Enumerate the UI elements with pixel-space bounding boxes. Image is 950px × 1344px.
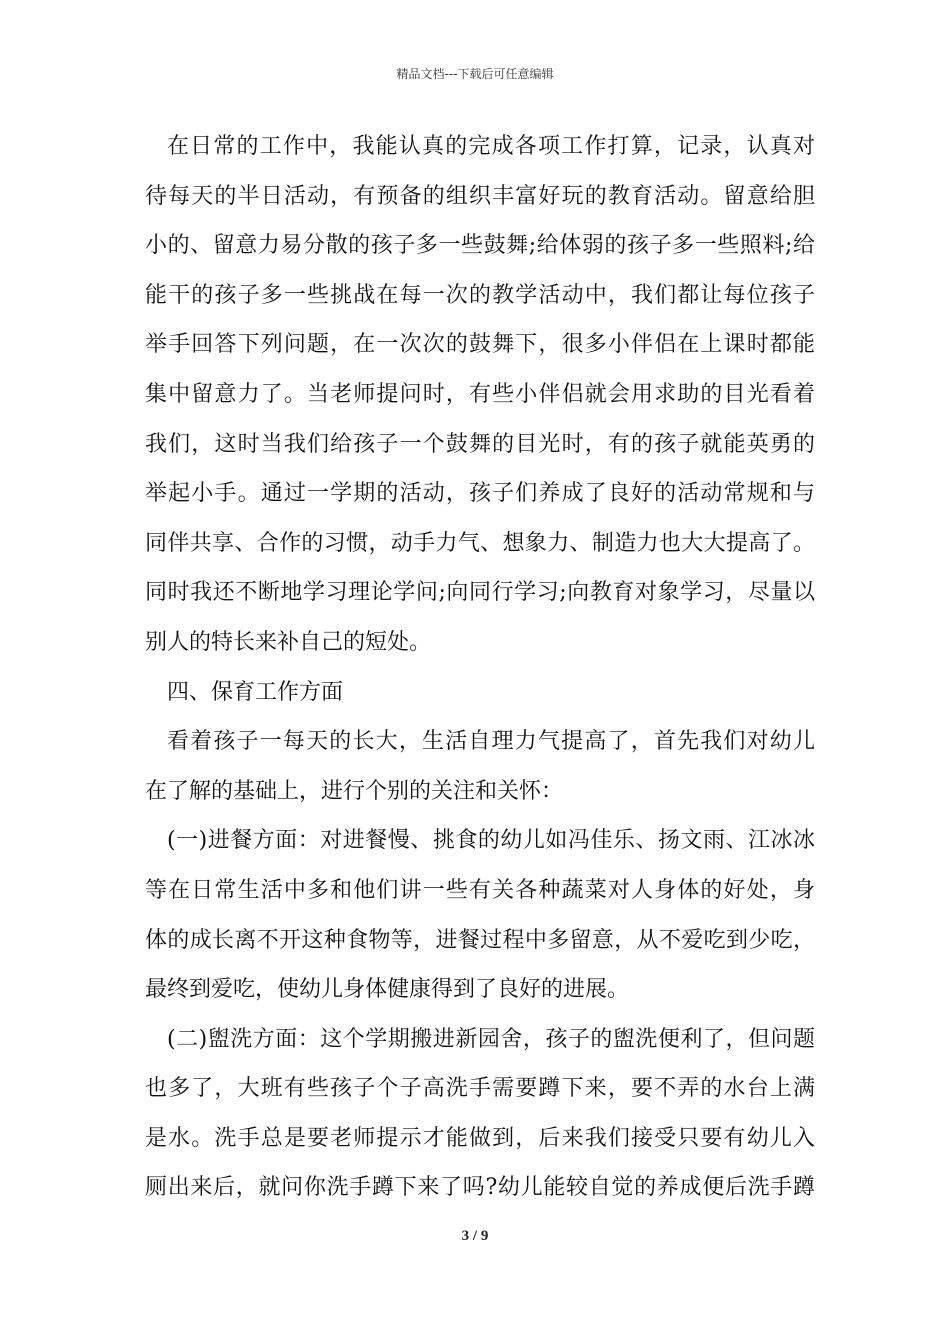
text-line: 在日常的工作中，我能认真的完成各项工作打算，记录，认真对: [167, 134, 815, 159]
page-number: 3 / 9: [461, 1228, 489, 1244]
section-heading: 四、保育工作方面: [167, 679, 344, 705]
text-line: 同伴共享、合作的习惯，动手力气、想象力、制造力也大大提高了。: [145, 530, 815, 556]
text-line: 举手回答下列问题，在一次次的鼓舞下，很多小伴侣在上课时都能: [145, 332, 815, 358]
text-line: 在了解的基础上，进行个别的关注和关怀：: [145, 778, 564, 804]
text-line: 是水。洗手总是要老师提示才能做到，后来我们接受只要有幼儿入: [145, 1125, 815, 1151]
text-line: 我们，这时当我们给孩子一个鼓舞的目光时，有的孩子就能英勇的: [145, 431, 815, 457]
text-line: (一)进餐方面：对进餐慢、挑食的幼儿如冯佳乐、扬文雨、江冰冰: [167, 828, 815, 854]
text-line: (二)盥洗方面：这个学期搬进新园舍，孩子的盥洗便利了，但问题: [167, 1026, 815, 1052]
text-line: 待每天的半日活动，有预备的组织丰富好玩的教育活动。留意给胆: [145, 183, 815, 209]
text-line: 能干的孩子多一些挑战在每一次的教学活动中，我们都让每位孩子: [145, 282, 815, 308]
text-line: 看着孩子一每天的长大，生活自理力气提高了，首先我们对幼儿: [167, 729, 815, 755]
text-line: 同时我还不断地学习理论学问;向同行学习;向教育对象学习，尽量以: [145, 580, 815, 606]
text-line: 也多了，大班有些孩子个子高洗手需要蹲下来，要不弄的水台上满: [145, 1076, 815, 1102]
text-line: 集中留意力了。当老师提问时，有些小伴侣就会用求助的目光看着: [145, 381, 815, 407]
text-line: 举起小手。通过一学期的活动，孩子们养成了良好的活动常规和与: [145, 481, 815, 507]
text-line: 等在日常生活中多和他们讲一些有关各种蔬菜对人身体的好处，身: [145, 877, 815, 903]
page-header: 精品文档---下载后可任意编辑: [396, 67, 554, 81]
text-line: 厕出来后，就问你洗手蹲下来了吗?幼儿能较自觉的养成便后洗手蹲: [145, 1175, 815, 1201]
text-line: 别人的特长来补自己的短处。: [145, 629, 432, 655]
text-line: 体的成长离不开这种食物等，进餐过程中多留意，从不爱吃到少吃，: [145, 927, 815, 953]
text-line: 最终到爱吃，使幼儿身体健康得到了良好的进展。: [145, 977, 630, 1003]
document-body: [145, 122, 815, 1213]
text-line: 小的、留意力易分散的孩子多一些鼓舞;给体弱的孩子多一些照料;给: [145, 233, 815, 259]
